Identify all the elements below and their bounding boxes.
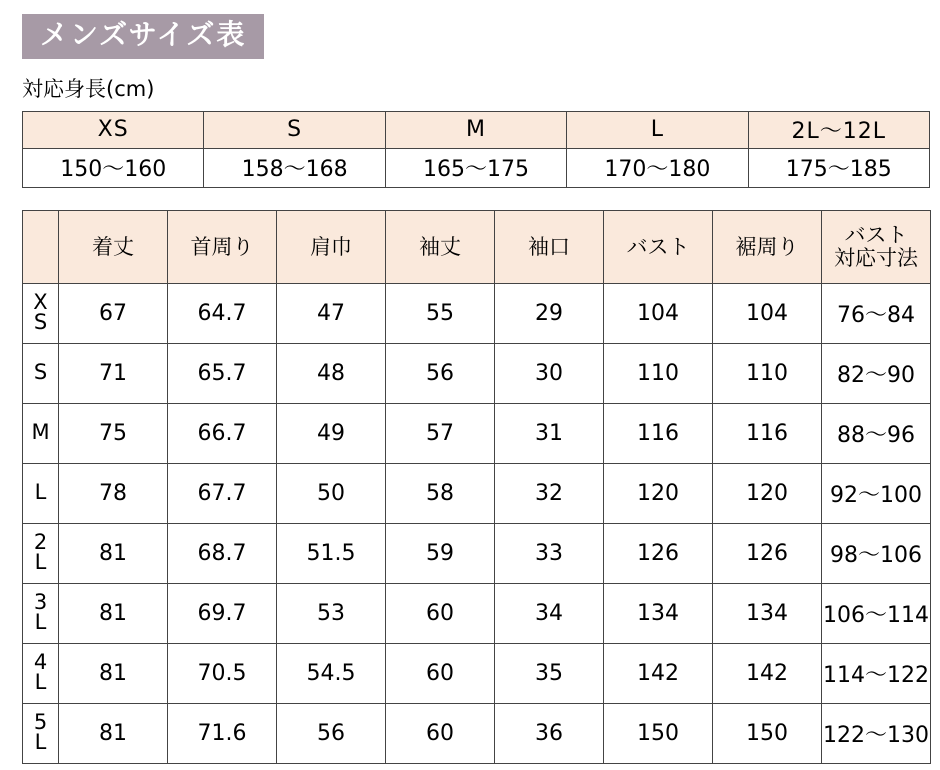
cell-bust: 142: [604, 643, 713, 703]
height-value-m: 165〜175: [385, 148, 566, 187]
height-header-2l-12l: 2L〜12L: [748, 111, 929, 148]
cell-sleeve-length: 60: [386, 703, 495, 763]
cell-neck: 67.7: [168, 463, 277, 523]
cell-body-length: 75: [59, 403, 168, 463]
cell-hem: 150: [713, 703, 822, 763]
cell-cuff: 31: [495, 403, 604, 463]
cell-bust: 116: [604, 403, 713, 463]
cell-shoulder: 50: [277, 463, 386, 523]
row-size-label-line1: 4: [33, 650, 48, 675]
cell-neck: 64.7: [168, 283, 277, 343]
cell-bust: 150: [604, 703, 713, 763]
cell-body-length: 67: [59, 283, 168, 343]
cell-hem: 104: [713, 283, 822, 343]
cell-sleeve-length: 60: [386, 643, 495, 703]
row-size-label: [23, 583, 59, 643]
row-size-label-line1: 3: [33, 590, 48, 615]
cell-shoulder: 47: [277, 283, 386, 343]
page-title: メンズサイズ表: [22, 14, 264, 59]
cell-bust-fit-range: 122〜130: [822, 703, 931, 763]
row-size-label-line2: L: [34, 550, 47, 575]
cell-sleeve-length: 59: [386, 523, 495, 583]
measurement-header-row: [23, 210, 931, 283]
height-value-s: 158〜168: [204, 148, 385, 187]
cell-cuff: 32: [495, 463, 604, 523]
row-size-label-line1: L: [34, 480, 47, 505]
cell-neck: 70.5: [168, 643, 277, 703]
cell-neck: 65.7: [168, 343, 277, 403]
column-header-bust-fit-range-line1: バスト: [844, 222, 908, 247]
height-section-label: 対応身長(cm): [22, 76, 155, 101]
height-value-2l-12l: 175〜185: [748, 148, 929, 187]
height-header-xs: XS: [23, 111, 204, 148]
measurement-table-body: [23, 283, 931, 763]
cell-bust: 104: [604, 283, 713, 343]
cell-hem: 120: [713, 463, 822, 523]
table-row: [23, 403, 931, 463]
cell-cuff: 35: [495, 643, 604, 703]
cell-shoulder: 48: [277, 343, 386, 403]
cell-neck: 69.7: [168, 583, 277, 643]
cell-sleeve-length: 58: [386, 463, 495, 523]
cell-shoulder: 56: [277, 703, 386, 763]
cell-body-length: 81: [59, 643, 168, 703]
cell-hem: 110: [713, 343, 822, 403]
cell-cuff: 34: [495, 583, 604, 643]
measurement-corner-cell: [23, 210, 59, 283]
column-header-bust-fit-range: [822, 210, 931, 283]
row-size-label: [23, 343, 59, 403]
table-row: [23, 523, 931, 583]
row-size-label: [23, 403, 59, 463]
cell-bust-fit-range: 106〜114: [822, 583, 931, 643]
cell-shoulder: 53: [277, 583, 386, 643]
column-header-bust: バスト: [604, 210, 713, 283]
column-header-neck: 首周り: [168, 210, 277, 283]
row-size-label-line2: L: [34, 610, 47, 635]
table-row: [23, 343, 931, 403]
cell-neck: 68.7: [168, 523, 277, 583]
cell-neck: 66.7: [168, 403, 277, 463]
row-size-label-line1: X: [33, 290, 48, 315]
height-value-xs: 150〜160: [23, 148, 204, 187]
cell-neck: 71.6: [168, 703, 277, 763]
cell-hem: 116: [713, 403, 822, 463]
height-table: [22, 111, 930, 188]
row-size-label-line2: L: [34, 670, 47, 695]
table-row: [23, 283, 931, 343]
row-size-label-line1: M: [31, 420, 50, 445]
cell-body-length: 81: [59, 703, 168, 763]
cell-sleeve-length: 60: [386, 583, 495, 643]
height-table-value-row: [23, 148, 930, 187]
cell-body-length: 81: [59, 523, 168, 583]
row-size-label-line2: L: [34, 730, 47, 755]
row-size-label: [23, 283, 59, 343]
row-size-label: [23, 703, 59, 763]
cell-sleeve-length: 57: [386, 403, 495, 463]
column-header-hem: 裾周り: [713, 210, 822, 283]
row-size-label: [23, 463, 59, 523]
cell-bust: 110: [604, 343, 713, 403]
cell-bust-fit-range: 92〜100: [822, 463, 931, 523]
cell-hem: 134: [713, 583, 822, 643]
cell-bust: 126: [604, 523, 713, 583]
cell-bust-fit-range: 88〜96: [822, 403, 931, 463]
cell-bust: 134: [604, 583, 713, 643]
cell-cuff: 30: [495, 343, 604, 403]
height-header-m: M: [385, 111, 566, 148]
table-row: [23, 463, 931, 523]
cell-bust-fit-range: 76〜84: [822, 283, 931, 343]
height-value-l: 170〜180: [567, 148, 748, 187]
cell-sleeve-length: 55: [386, 283, 495, 343]
row-size-label-line1: S: [33, 360, 48, 385]
cell-bust-fit-range: 98〜106: [822, 523, 931, 583]
table-row: [23, 703, 931, 763]
cell-shoulder: 54.5: [277, 643, 386, 703]
height-header-s: S: [204, 111, 385, 148]
column-header-body-length: 着丈: [59, 210, 168, 283]
column-header-bust-fit-range-line2: 対応寸法: [834, 245, 918, 270]
cell-body-length: 71: [59, 343, 168, 403]
row-size-label-line1: 5: [33, 710, 48, 735]
column-header-shoulder: 肩巾: [277, 210, 386, 283]
cell-cuff: 29: [495, 283, 604, 343]
column-header-sleeve-length: 袖丈: [386, 210, 495, 283]
cell-shoulder: 49: [277, 403, 386, 463]
cell-bust-fit-range: 114〜122: [822, 643, 931, 703]
table-row: [23, 583, 931, 643]
cell-body-length: 78: [59, 463, 168, 523]
cell-bust-fit-range: 82〜90: [822, 343, 931, 403]
row-size-label: [23, 643, 59, 703]
row-size-label: [23, 523, 59, 583]
cell-body-length: 81: [59, 583, 168, 643]
row-size-label-line2: S: [33, 310, 48, 335]
column-header-cuff: 袖口: [495, 210, 604, 283]
measurement-table: [22, 210, 931, 764]
height-header-l: L: [567, 111, 748, 148]
cell-hem: 126: [713, 523, 822, 583]
cell-cuff: 36: [495, 703, 604, 763]
table-row: [23, 643, 931, 703]
height-table-header-row: [23, 111, 930, 148]
cell-sleeve-length: 56: [386, 343, 495, 403]
cell-shoulder: 51.5: [277, 523, 386, 583]
cell-cuff: 33: [495, 523, 604, 583]
row-size-label-line1: 2: [33, 530, 48, 555]
cell-bust: 120: [604, 463, 713, 523]
cell-hem: 142: [713, 643, 822, 703]
